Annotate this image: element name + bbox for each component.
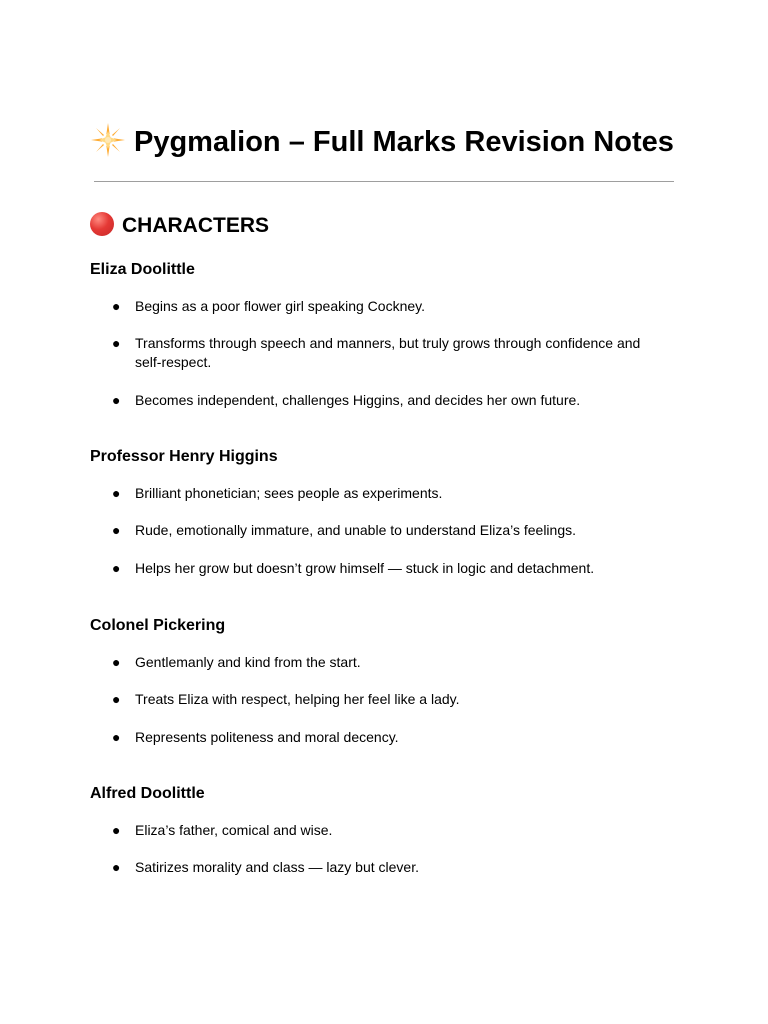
list-item [112,728,652,747]
glowing-star-icon [90,122,126,158]
red-circle-icon [90,212,114,236]
list-item-text: Treats Eliza with respect, helping her feel like a lady. [135,691,460,707]
list-item [112,653,652,672]
list-item [112,334,652,372]
list-item [112,690,652,709]
list-item-text: Rude, emotionally immature, and unable to understand Eliza’s feelings. [135,522,576,538]
bullet-icon: ● [112,654,121,670]
list-item [112,559,652,578]
list-item [112,391,652,410]
bullet-icon: ● [112,859,121,875]
bullet-icon: ● [112,485,121,501]
page-title [90,122,674,161]
list-item-text: Eliza’s father, comical and wise. [135,822,333,838]
list-item [112,821,652,840]
bullet-icon: ● [112,522,121,538]
title-text: Pygmalion – Full Marks Revision Notes [134,126,674,158]
bullet-icon: ● [112,298,121,314]
bullet-icon: ● [112,822,121,838]
list-item-text: Becomes independent, challenges Higgins, and decides her own future. [135,392,581,408]
section-heading-text: CHARACTERS [122,214,269,237]
list-item-text: Begins as a poor flower girl speaking Cockney. [135,298,426,314]
bullet-icon: ● [112,392,121,408]
character-heading-higgins: Professor Henry Higgins [90,448,278,465]
bullet-icon: ● [112,729,121,745]
list-item [112,297,652,316]
character-heading-alfred: Alfred Doolittle [90,785,205,802]
list-item-text: Gentlemanly and kind from the start. [135,654,361,670]
section-heading-characters [90,211,269,241]
list-item-text: Transforms through speech and manners, but truly grows through confidence and self-respect. [135,335,641,370]
horizontal-rule [94,181,674,182]
list-item-text: Brilliant phonetician; sees people as experiments. [135,485,443,501]
bullet-icon: ● [112,560,121,576]
list-item [112,484,652,503]
list-item [112,521,652,540]
list-item-text: Helps her grow but doesn’t grow himself — stuck in logic and detachment. [135,560,595,576]
character-heading-pickering: Colonel Pickering [90,617,226,634]
list-item-text: Satirizes morality and class — lazy but clever. [135,859,419,875]
bullet-icon: ● [112,335,121,351]
list-item-text: Represents politeness and moral decency. [135,729,399,745]
list-item [112,858,652,877]
character-heading-eliza: Eliza Doolittle [90,261,195,278]
bullet-icon: ● [112,691,121,707]
